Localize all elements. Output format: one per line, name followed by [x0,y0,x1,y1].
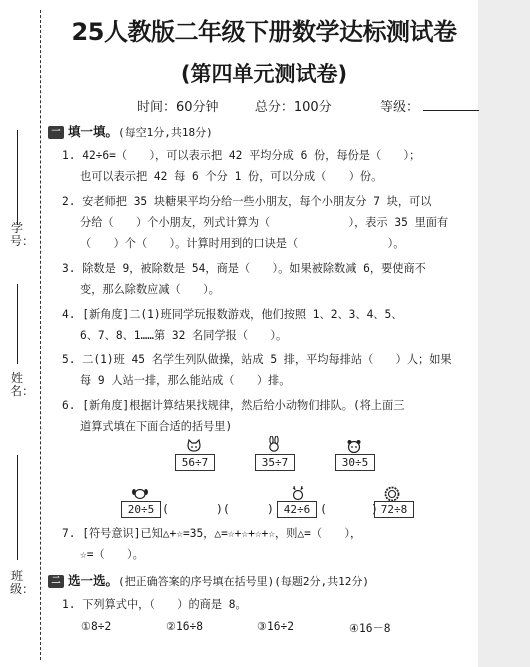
banji-line [17,455,18,560]
q2-line-1: 2. 安老师把 35 块糖果平均分给一些小朋友，每个小朋友分 7 块，可以 [62,195,432,208]
section-2-title: 选一选。 [68,573,119,588]
rabbit-icon [265,436,283,452]
deer-icon [289,485,307,501]
option-3: ③16÷2 [257,620,294,633]
paren-5: ) [371,502,378,516]
q1-line-1: 1. 42÷6=（ ），可以表示把 42 平均分成 6 份，每份是（ ）； [62,149,421,162]
grade-label: 等级： [379,100,419,115]
q3-line-2: 变，那么除数应减（ ）。 [80,283,220,296]
section-1-badge: 一 [48,126,64,139]
tiger-icon [345,438,363,454]
q5-line-1: 5. 二(1)班 45 名学生列队做操，站成 5 排，平均每排站（ ）人；如果 [62,353,452,366]
banji-label: 班级： [10,569,35,596]
lion-icon [383,485,401,501]
q1-line-2: 也可以表示把 42 每 6 个分 1 份，可以分成（ ）份。 [80,170,383,183]
dog-icon [131,485,149,501]
binding-dashed-line [40,10,41,660]
option-2: ②16÷8 [166,620,203,633]
q7-line-2: ☆=（ ）。 [80,548,144,561]
paren-1: ( [162,502,169,516]
grade-blank [423,100,479,111]
exam-meta [137,96,479,115]
card-20-div-5: 20÷5 [121,501,161,518]
card-72-div-8: 72÷8 [374,501,414,518]
xingming-label: 姓名： [10,371,35,398]
xuehao-label: 学号： [10,221,35,248]
section-2-note: (把正确答案的序号填在括号里)(每题2分,共12分) [118,575,369,588]
option-4: ④16－8 [349,622,391,635]
q5-line-2: 每 9 人站一排，那么能站成（ ）排。 [80,374,291,387]
q2-line-3: （ ）个（ ）。计算时用到的口诀是（ ）。 [80,237,405,250]
time-label: 时间：60分钟 [137,100,219,115]
s2-q1: 1. 下列算式中，（ ）的商是 8。 [62,598,247,611]
section-2-heading [48,571,369,589]
page-subtitle: (第四单元测试卷) [180,62,348,86]
score-label: 总分：100分 [254,100,332,115]
q6-line-2: 道算式填在下面合适的括号里) [80,420,233,433]
q4-line-2: 6、7、8、1……第 32 名同学报（ ）。 [80,329,288,342]
option-1: ①8÷2 [81,620,112,633]
xingming-line [17,284,18,364]
card-35-div-7: 35÷7 [255,454,295,471]
section-1-heading [48,122,213,140]
xuehao-line [17,130,18,225]
right-margin [478,0,530,667]
q3-line-1: 3. 除数是 9，被除数是 54，商是（ ）。如果被除数减 6，要使商不 [62,262,426,275]
card-56-div-7: 56÷7 [175,454,215,471]
paren-4: ( [320,502,327,516]
cat-icon [185,438,203,454]
paren-2: )( [216,502,230,516]
section-1-note: (每空1分,共18分) [118,126,213,139]
section-1-title: 填一填。 [68,124,119,139]
q2-line-2: 分给（ ）个小朋友，列式计算为（ ），表示 35 里面有 [80,216,449,229]
section-2-badge: 二 [48,575,64,588]
q7-line-1: 7. [符号意识]已知△+☆=35，△=☆+☆+☆+☆，则△=（ ）， [62,527,362,540]
q6-line-1: 6. [新角度]根据计算结果找规律，然后给小动物们排队。(将上面三 [62,399,405,412]
q4-line-1: 4. [新角度]二(1)班同学玩报数游戏，他们按照 1、2、3、4、5、 [62,308,403,321]
paren-3: ) [267,502,274,516]
card-42-div-6: 42÷6 [277,501,317,518]
card-30-div-5: 30÷5 [335,454,375,471]
page-title: 25人教版二年级下册数学达标测试卷 [71,18,457,46]
